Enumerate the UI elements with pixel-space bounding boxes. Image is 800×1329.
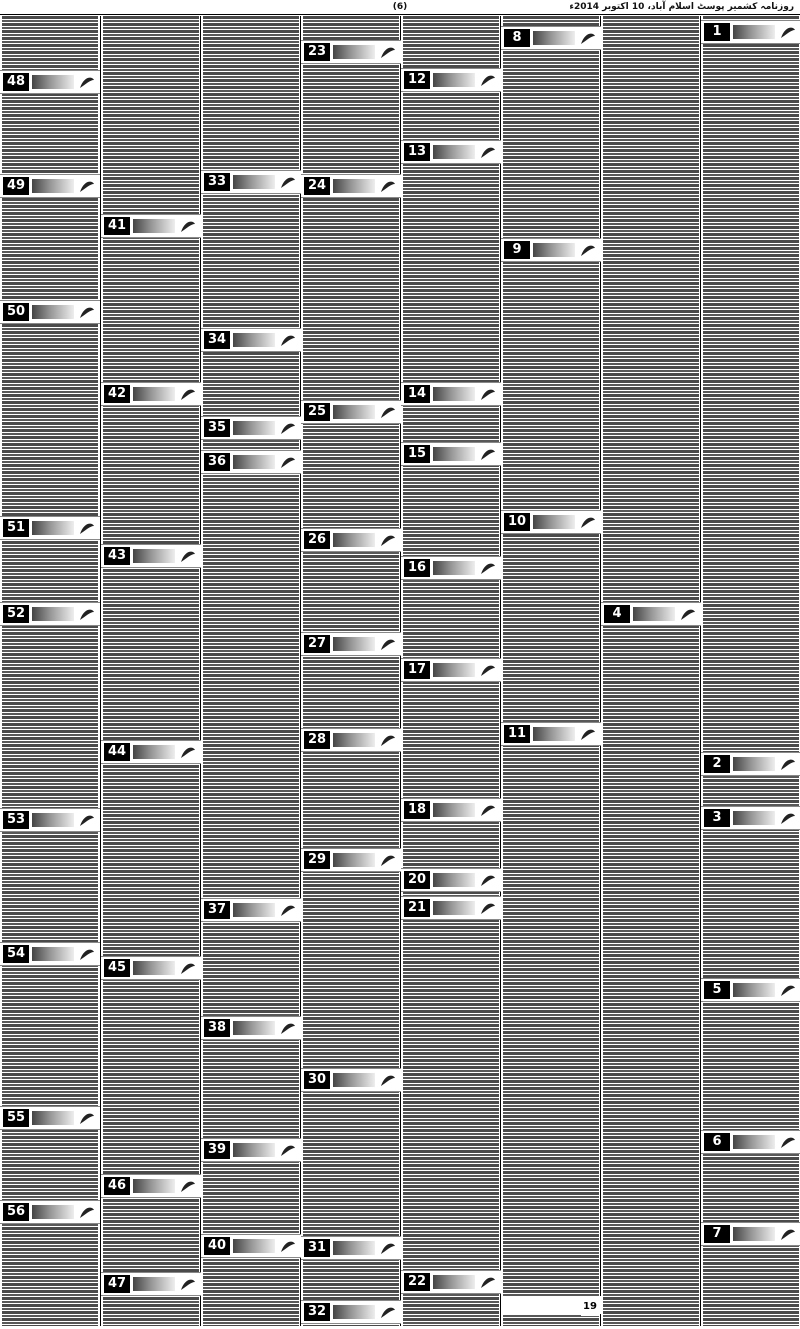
leaf-icon (279, 1142, 297, 1158)
item-header (701, 978, 800, 1002)
leaf-icon (579, 514, 597, 530)
item-header (401, 442, 501, 466)
column-8 (0, 16, 100, 1326)
item-header (101, 956, 201, 980)
column-7 (100, 16, 201, 1326)
leaf-icon (479, 802, 497, 818)
item-number: 40 (204, 1237, 230, 1255)
leaf-icon (78, 1204, 96, 1220)
leaf-icon (279, 332, 297, 348)
item-number: 45 (104, 959, 130, 977)
item-header (301, 528, 401, 552)
item-number: 38 (204, 1019, 230, 1037)
item-header (201, 328, 301, 352)
item-number: 53 (3, 811, 29, 829)
item-number: 28 (304, 731, 330, 749)
item-header (101, 544, 201, 568)
leaf-icon (279, 1238, 297, 1254)
item-header (201, 170, 301, 194)
item-number: 24 (304, 177, 330, 195)
leaf-icon (479, 900, 497, 916)
leaf-icon (179, 744, 197, 760)
leaf-icon (379, 636, 397, 652)
item-number: 32 (304, 1303, 330, 1321)
leaf-icon (78, 946, 96, 962)
item-header (701, 1130, 800, 1154)
column-text (503, 16, 599, 1326)
item-header (301, 848, 401, 872)
item-number: 7 (704, 1225, 730, 1243)
item-number: 52 (3, 605, 29, 623)
leaf-icon (179, 548, 197, 564)
item-header (0, 174, 100, 198)
leaf-icon (479, 1274, 497, 1290)
item-header (401, 140, 501, 164)
item-number: 27 (304, 635, 330, 653)
item-number: 30 (304, 1071, 330, 1089)
item-header (501, 238, 601, 262)
leaf-icon (379, 404, 397, 420)
item-header (0, 516, 100, 540)
item-header (401, 658, 501, 682)
leaf-icon (279, 420, 297, 436)
column-text (103, 16, 199, 1326)
item-header (501, 722, 601, 746)
item-number: 56 (3, 1203, 29, 1221)
item-number: 14 (404, 385, 430, 403)
leaf-icon (779, 24, 797, 40)
item-number: 55 (3, 1109, 29, 1127)
leaf-icon (479, 386, 497, 402)
item-number: 31 (304, 1239, 330, 1257)
item-number: 18 (404, 801, 430, 819)
item-number: 37 (204, 901, 230, 919)
item-header (301, 632, 401, 656)
item-header (401, 556, 501, 580)
item-header (0, 70, 100, 94)
leaf-icon (78, 812, 96, 828)
item-header (501, 510, 601, 534)
leaf-icon (78, 178, 96, 194)
item-number: 6 (704, 1133, 730, 1151)
item-number: 51 (3, 519, 29, 537)
leaf-icon (779, 756, 797, 772)
column-4 (400, 16, 501, 1326)
item-header (201, 1016, 301, 1040)
item-header (201, 1138, 301, 1162)
item-header (301, 1068, 401, 1092)
item-number: 1 (704, 23, 730, 41)
item-header (701, 20, 800, 44)
leaf-icon (179, 1276, 197, 1292)
item-number: 36 (204, 453, 230, 471)
leaf-icon (78, 74, 96, 90)
column-text (203, 16, 299, 1326)
item-header (0, 602, 100, 626)
item-number: 41 (104, 217, 130, 235)
item-header (301, 174, 401, 198)
leaf-icon (279, 454, 297, 470)
leaf-icon (78, 606, 96, 622)
leaf-icon (779, 982, 797, 998)
item-number: 26 (304, 531, 330, 549)
leaf-icon (479, 872, 497, 888)
item-header (201, 450, 301, 474)
item-header (401, 868, 501, 892)
leaf-icon (479, 144, 497, 160)
column-5 (300, 16, 401, 1326)
item-number: 21 (404, 899, 430, 917)
item-number: 33 (204, 173, 230, 191)
item-number: 46 (104, 1177, 130, 1195)
item-header (0, 1106, 100, 1130)
item-header (301, 40, 401, 64)
item-header (401, 798, 501, 822)
column-3 (500, 16, 601, 1326)
item-header (0, 808, 100, 832)
leaf-icon (179, 960, 197, 976)
leaf-icon (279, 174, 297, 190)
item-header (401, 896, 501, 920)
column-text (603, 16, 699, 1326)
item-number: 54 (3, 945, 29, 963)
item-number: 4 (604, 605, 630, 623)
leaf-icon (479, 72, 497, 88)
leaf-icon (78, 304, 96, 320)
item-number: 13 (404, 143, 430, 161)
item-number: 16 (404, 559, 430, 577)
item-header (0, 300, 100, 324)
leaf-icon (679, 606, 697, 622)
item-number: 34 (204, 331, 230, 349)
item-number: 29 (304, 851, 330, 869)
leaf-icon (379, 1240, 397, 1256)
item-number: 17 (404, 661, 430, 679)
leaf-icon (379, 178, 397, 194)
item-number: 50 (3, 303, 29, 321)
page-number: (6) (392, 2, 408, 12)
leaf-icon (78, 520, 96, 536)
leaf-icon (479, 662, 497, 678)
item-header (301, 1236, 401, 1260)
leaf-icon (379, 732, 397, 748)
item-number: 44 (104, 743, 130, 761)
item-number: 22 (404, 1273, 430, 1291)
leaf-icon (479, 560, 497, 576)
item-header (0, 942, 100, 966)
item-number: 8 (504, 29, 530, 47)
item-number: 2 (704, 755, 730, 773)
column-2 (600, 16, 701, 1326)
item-header (601, 602, 701, 626)
leaf-icon (379, 44, 397, 60)
leaf-icon (179, 218, 197, 234)
item-number: 10 (504, 513, 530, 531)
leaf-icon (579, 30, 597, 46)
item-number: 23 (304, 43, 330, 61)
item-number: 47 (104, 1275, 130, 1293)
item-header (101, 214, 201, 238)
item-header (301, 728, 401, 752)
item-number: 5 (704, 981, 730, 999)
item-header (401, 1270, 501, 1294)
item-number: 25 (304, 403, 330, 421)
item-number: 3 (704, 809, 730, 827)
item-number: 11 (504, 725, 530, 743)
item-header (701, 752, 800, 776)
item-header (301, 400, 401, 424)
leaf-icon (279, 902, 297, 918)
item-number: 48 (3, 73, 29, 91)
item-header (701, 806, 800, 830)
item-header (401, 382, 501, 406)
item-number: 49 (3, 177, 29, 195)
item-header (501, 26, 601, 50)
item-header (701, 1222, 800, 1246)
item-header (101, 1174, 201, 1198)
item-number: 35 (204, 419, 230, 437)
leaf-icon (579, 726, 597, 742)
column-text (303, 16, 399, 1326)
leaf-icon (279, 1020, 297, 1036)
leaf-icon (179, 1178, 197, 1194)
item-header (101, 1272, 201, 1296)
column-6 (200, 16, 301, 1326)
item-header (101, 382, 201, 406)
leaf-icon (379, 852, 397, 868)
item-number: 42 (104, 385, 130, 403)
item-header (101, 740, 201, 764)
leaf-icon (479, 446, 497, 462)
item-header (201, 898, 301, 922)
masthead-title: روزنامہ کشمیر پوسٹ اسلام آباد، 10 اکتوبر 2014ء (569, 2, 794, 12)
item-number: 19 (581, 1298, 599, 1316)
item-number: 15 (404, 445, 430, 463)
leaf-icon (779, 1226, 797, 1242)
leaf-icon (579, 242, 597, 258)
item-header (201, 1234, 301, 1258)
item-header (501, 1296, 601, 1314)
masthead (0, 0, 800, 15)
leaf-icon (779, 810, 797, 826)
leaf-icon (379, 1304, 397, 1320)
leaf-icon (379, 1072, 397, 1088)
item-number: 20 (404, 871, 430, 889)
column-1 (700, 16, 800, 1326)
item-number: 39 (204, 1141, 230, 1159)
item-number: 9 (504, 241, 530, 259)
item-header (401, 68, 501, 92)
item-number: 43 (104, 547, 130, 565)
item-header (201, 416, 301, 440)
item-header (301, 1300, 401, 1324)
leaf-icon (379, 532, 397, 548)
leaf-icon (779, 1134, 797, 1150)
leaf-icon (179, 386, 197, 402)
leaf-icon (78, 1110, 96, 1126)
item-number: 12 (404, 71, 430, 89)
item-header (0, 1200, 100, 1224)
